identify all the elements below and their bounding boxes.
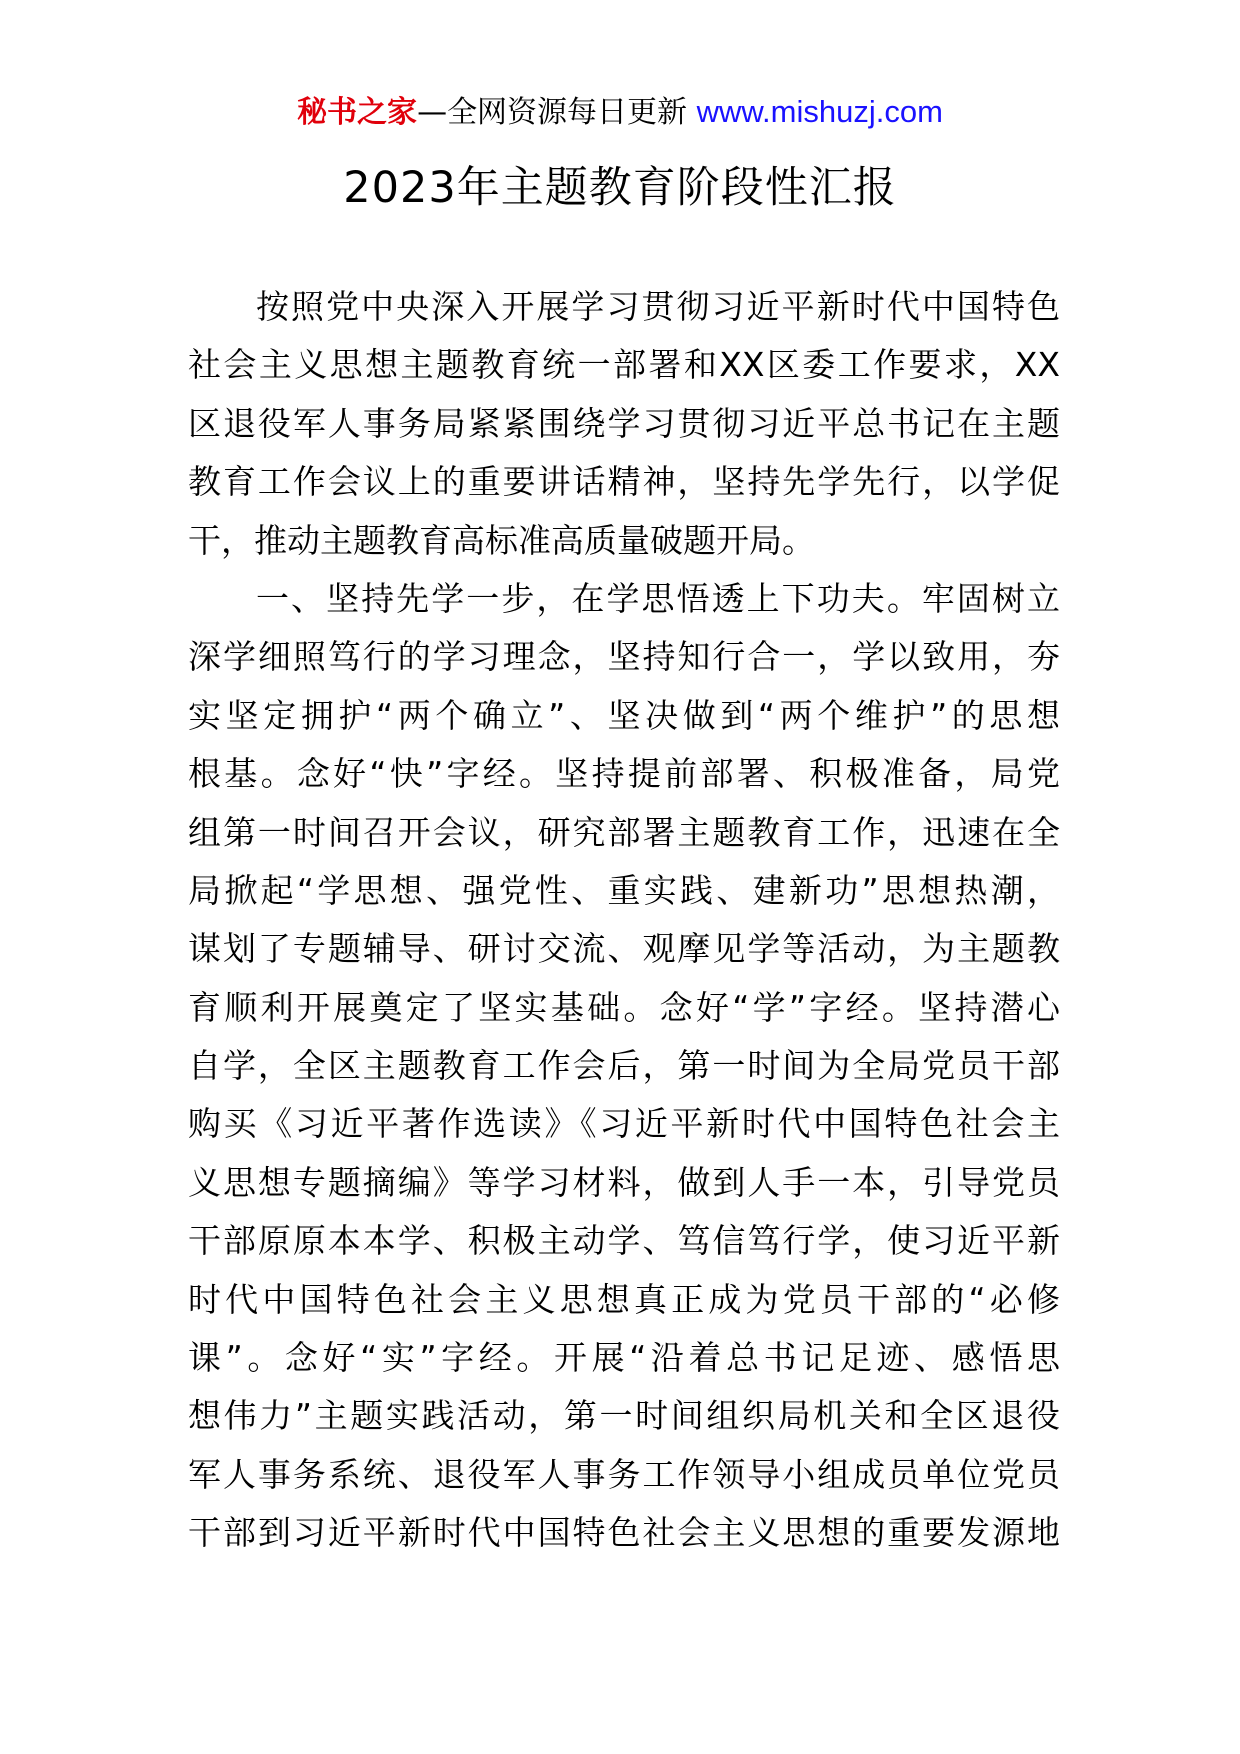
paragraph-line: 实坚定拥护“两个确立”、坚决做到“两个维护”的思想 — [188, 695, 1060, 735]
paragraph-line: 一、坚持先学一步，在学思悟透上下功夫。牢固树立 — [256, 578, 1060, 618]
paragraph-line: 义思想专题摘编》等学习材料，做到人手一本，引导党员 — [188, 1162, 1060, 1202]
site-url-link[interactable]: www.mishuzj.com — [696, 94, 943, 129]
paragraph-line: 干部到习近平新时代中国特色社会主义思想的重要发源地 — [188, 1513, 1060, 1553]
paragraph-line: 军人事务系统、退役军人事务工作领导小组成员单位党员 — [188, 1454, 1060, 1494]
paragraph-line: 深学细照笃行的学习理念，坚持知行合一，学以致用，夯 — [188, 637, 1060, 677]
site-brand: 秘书之家 — [297, 95, 418, 130]
paragraph-line: 时代中国特色社会主义思想真正成为党员干部的“必修 — [188, 1279, 1060, 1319]
paragraph-line: 自学，全区主题教育工作会后，第一时间为全局党员干部 — [188, 1046, 1060, 1086]
paragraph-line: 购买《习近平著作选读》《习近平新时代中国特色社会主 — [188, 1104, 1060, 1144]
paragraph-line: 想伟力”主题实践活动，第一时间组织局机关和全区退役 — [188, 1396, 1060, 1436]
paragraph-line: 根基。念好“快”字经。坚持提前部署、积极准备，局党 — [188, 754, 1060, 794]
paragraph-line: 教育工作会议上的重要讲话精神，坚持先学先行，以学促 — [188, 462, 1060, 502]
paragraph-line: 课”。念好“实”字经。开展“沿着总书记足迹、感悟思 — [188, 1338, 1060, 1378]
site-header — [0, 92, 1240, 133]
paragraph-line: 干部原原本本学、积极主动学、笃信笃行学，使习近平新 — [188, 1221, 1060, 1261]
paragraph-line: 谋划了专题辅导、研讨交流、观摩见学等活动，为主题教 — [188, 929, 1060, 969]
paragraph-line: 育顺利开展奠定了坚实基础。念好“学”字经。坚持潜心 — [188, 987, 1060, 1027]
document-body — [188, 278, 1060, 1563]
document-title: 2023年主题教育阶段性汇报 — [343, 163, 897, 213]
site-tagline: —全网资源每日更新 — [417, 95, 688, 130]
paragraph-line: 组第一时间召开会议，研究部署主题教育工作，迅速在全 — [188, 812, 1060, 852]
paragraph-line: 区退役军人事务局紧紧围绕学习贯彻习近平总书记在主题 — [188, 403, 1060, 443]
paragraph-line: 局掀起“学思想、强党性、重实践、建新功”思想热潮， — [188, 870, 1060, 910]
paragraph-line: 干，推动主题教育高标准高质量破题开局。 — [188, 520, 815, 560]
paragraph-line: 社会主义思想主题教育统一部署和XX区委工作要求，XX — [188, 345, 1060, 385]
paragraph-line: 按照党中央深入开展学习贯彻习近平新时代中国特色 — [256, 287, 1060, 326]
